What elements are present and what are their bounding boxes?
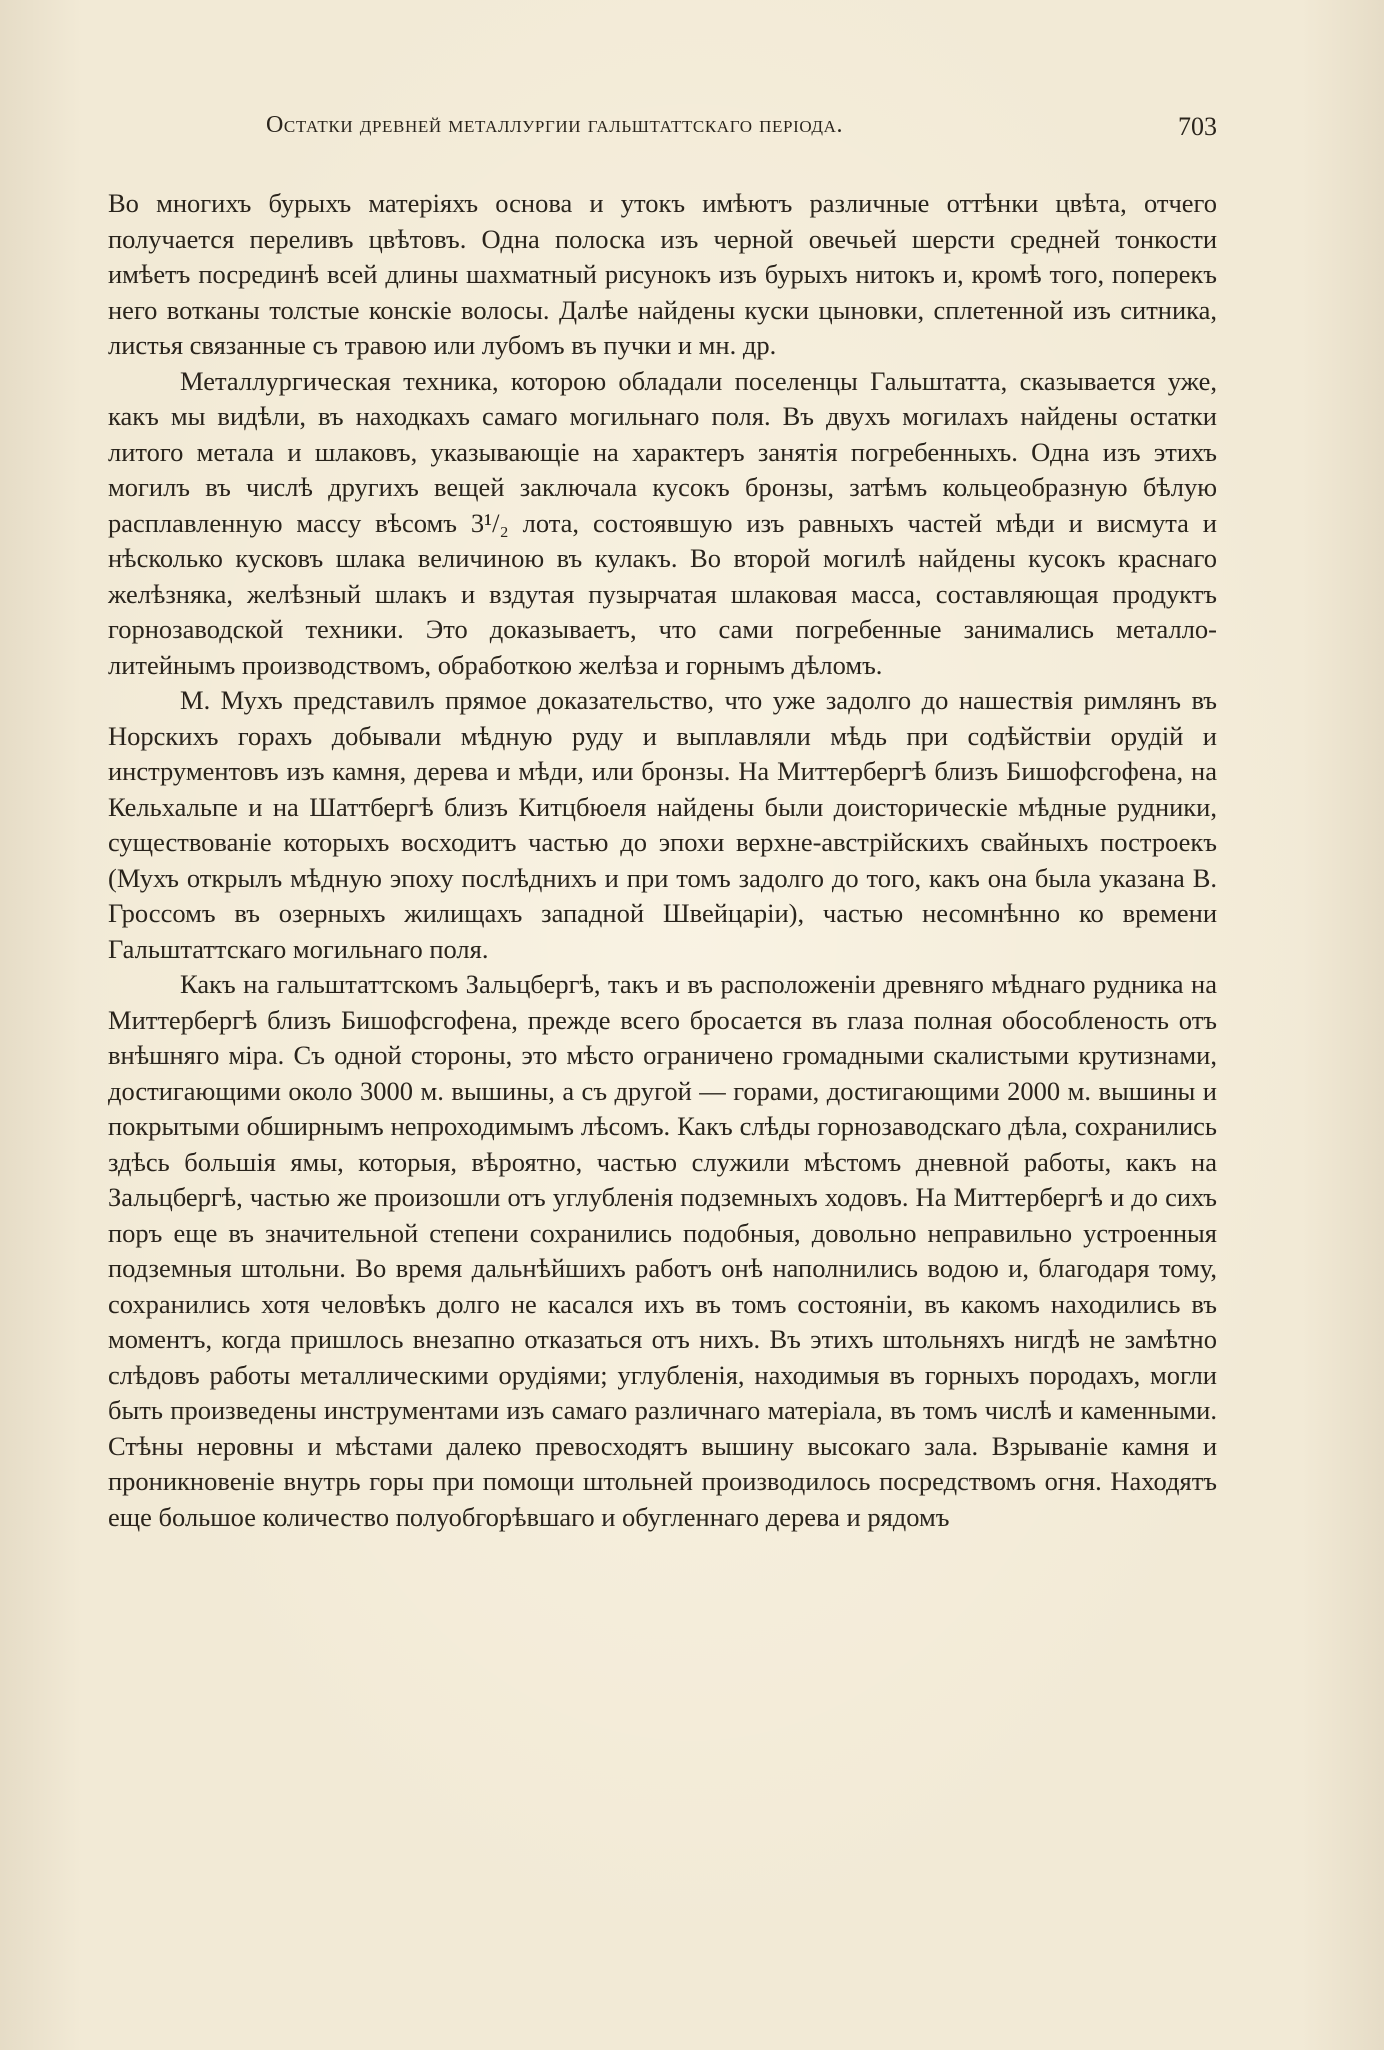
paragraph: М. Мухъ представилъ прямое доказательство, что уже задолго до нашествія римлянъ въ Норскихъ горахъ добывали мѣдную руду и выплавляли мѣдь при содѣйствіи орудій и инструментовъ изъ камня, дерева и мѣди, или бронзы. На Миттербергѣ близъ Бишофсгофена, на Кельхальпе и на Шаттбергѣ близъ Китцбюеля найдены были доисторическіе мѣдные рудники, существованіе которыхъ восходитъ частью до эпохи верхне-австрійскихъ свайныхъ построекъ (Мухъ открылъ мѣдную эпоху послѣднихъ и при томъ задолго до того, какъ она была указана В. Гроссомъ въ озерныхъ жилищахъ западной Швейцаріи), частью несомнѣнно ко времени Гальштаттскаго могильнаго поля. — [108, 685, 1217, 964]
page-number: 703 — [1178, 112, 1217, 141]
page-header — [266, 112, 1217, 148]
paragraph: Металлургическая техника, которою обладали поселенцы Гальштатта, сказывается уже, какъ мы видѣли, въ находкахъ самаго могильнаго поля. Въ двухъ могилахъ найдены остатки литого метала и шлаковъ, указывающіе на характеръ занятія погребенныхъ. Одна изъ этихъ могилъ въ числѣ другихъ вещей заключала кусокъ бронзы, затѣмъ кольцеобразную бѣлую расплавленную массу вѣсомъ 3¹/₂ лота, состоявшую изъ равныхъ частей мѣди и висмута и нѣсколько кусковъ шлака величиною въ кулакъ. Во второй могилѣ найдены кусокъ краснаго желѣзняка, желѣзный шлакъ и вздутая пузырчатая шлаковая масса, составляющая продуктъ горнозаводской техники. Это доказываетъ, что сами погребенные занимались металло-литейнымъ производствомъ, обработкою желѣза и горнымъ дѣломъ. — [108, 365, 1217, 680]
body-text — [108, 186, 1217, 1535]
running-title: Остатки древней металлургии гальштаттскаго періода. — [266, 112, 844, 138]
paragraph: Какъ на гальштаттскомъ Зальцбергѣ, такъ и въ расположеніи древняго мѣднаго рудника на Миттербергѣ близъ Бишофсгофена, прежде всего бросается въ глаза полная обособленость отъ внѣшняго міра. Съ одной стороны, это мѣсто ограничено громадными скалистыми крутизнами, достигающими около 3000 м. вышины, а съ другой — горами, достигающими 2000 м. вышины и покрытыми обширнымъ непроходимымъ лѣсомъ. Какъ слѣды горнозаводскаго дѣла, сохранились здѣсь большія ямы, которыя, вѣроятно, частью служили мѣстомъ дневной работы, какъ на Зальцбергѣ, частью же произошли отъ углубленія подземныхъ ходовъ. На Миттербергѣ и до сихъ поръ еще въ значительной степени сохранились подобныя, довольно неправильно устроенныя подземныя штольни. Во время дальнѣйшихъ работъ онѣ наполнились водою и, благодаря тому, сохранились хотя человѣкъ долго не касался ихъ въ томъ состояніи, въ какомъ находились въ моментъ, когда пришлось внезапно отказаться отъ нихъ. Въ этихъ штольняхъ нигдѣ не замѣтно слѣдовъ работы металлическими орудіями; углубленія, находимыя въ горныхъ породахъ, могли быть произведены инструментами изъ самаго различнаго матеріала, въ томъ числѣ и каменными. Стѣны неровны и мѣстами далеко превосходятъ вышину высокаго зала. Взрываніе камня и проникновеніе внутрь горы при помощи штольней производилось посредствомъ огня. Находятъ еще большое количество полуобгорѣвшаго и обугленнаго дерева и рядомъ — [108, 969, 1217, 1532]
paragraph: Во многихъ бурыхъ матеріяхъ основа и утокъ имѣютъ различные оттѣнки цвѣта, отчего получается переливъ цвѣтовъ. Одна полоска изъ черной овечьей шерсти средней тонкости имѣетъ посрединѣ всей длины шахматный рисунокъ изъ бурыхъ нитокъ и, кромѣ того, поперекъ него вотканы толстые конскіе волосы. Далѣе найдены куски цыновки, сплетенной изъ ситника, листья связанные съ травою или лубомъ въ пучки и мн. др. — [108, 188, 1217, 360]
